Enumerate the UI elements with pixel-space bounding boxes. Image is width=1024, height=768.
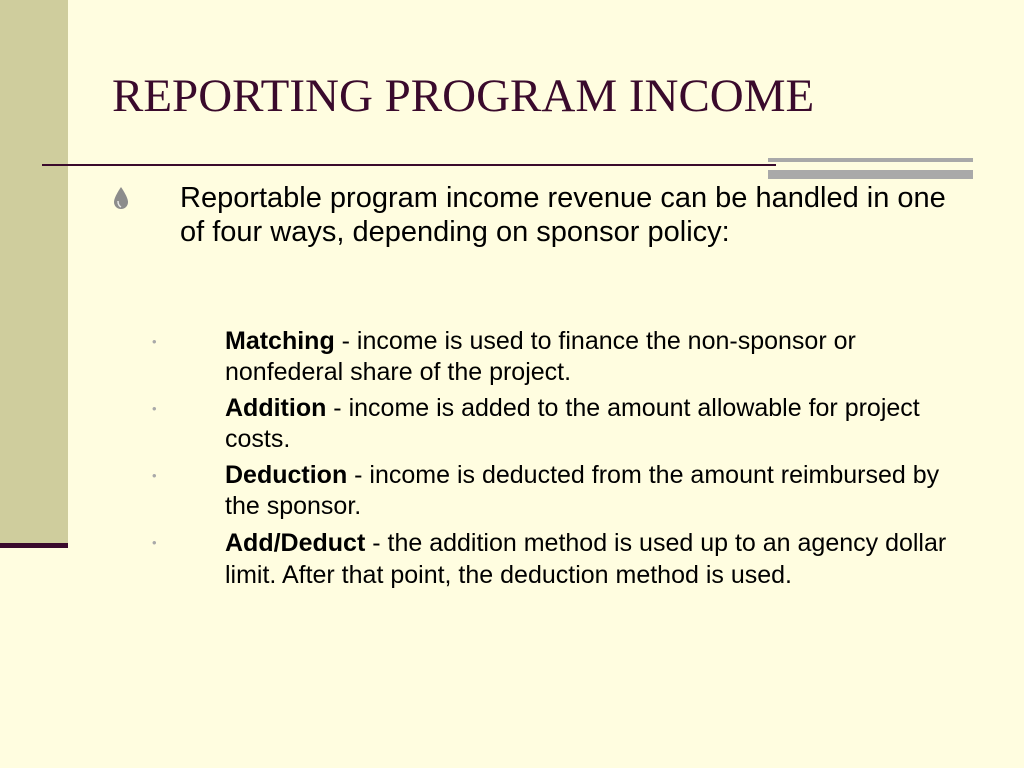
term-add-deduct: Add/Deduct: [225, 529, 366, 557]
title-divider: [42, 164, 776, 166]
bullet-dot-icon: •: [152, 334, 157, 349]
bullet-dot-icon: •: [152, 535, 157, 550]
accent-bar-bottom: [768, 170, 973, 179]
main-bullet-text: Reportable program income revenue can be handled in one of four ways, depending on sponsor policy:: [180, 182, 946, 248]
sub-bullet-addition: [150, 393, 950, 455]
definition-addition: - income is added to the amount allowable for project costs.: [225, 394, 920, 453]
term-deduction: Deduction: [225, 461, 348, 489]
definition-add-deduct: - the addition method is used up to an agency dollar limit. After that point, the deduction method is used.: [225, 529, 947, 589]
sub-bullet-add-deduct: [150, 527, 950, 591]
bullet-dot-icon: •: [152, 468, 157, 483]
slide-title: REPORTING PROGRAM INCOME: [112, 70, 815, 122]
left-decor-rule: [0, 543, 68, 548]
definition-deduction: - income is deducted from the amount reimbursed by the sponsor.: [225, 461, 940, 520]
bullet-dot-icon: •: [152, 401, 157, 416]
droplet-icon: [112, 186, 130, 210]
sub-bullet-deduction: [150, 460, 950, 522]
left-decor-bar: [0, 0, 68, 545]
definition-matching: - income is used to finance the non-sponsor or nonfederal share of the project.: [225, 327, 856, 386]
accent-bar-top: [768, 158, 973, 162]
sub-bullet-list: [150, 326, 950, 596]
term-matching: Matching: [225, 327, 335, 355]
term-addition: Addition: [225, 394, 327, 422]
sub-bullet-matching: [150, 326, 950, 388]
